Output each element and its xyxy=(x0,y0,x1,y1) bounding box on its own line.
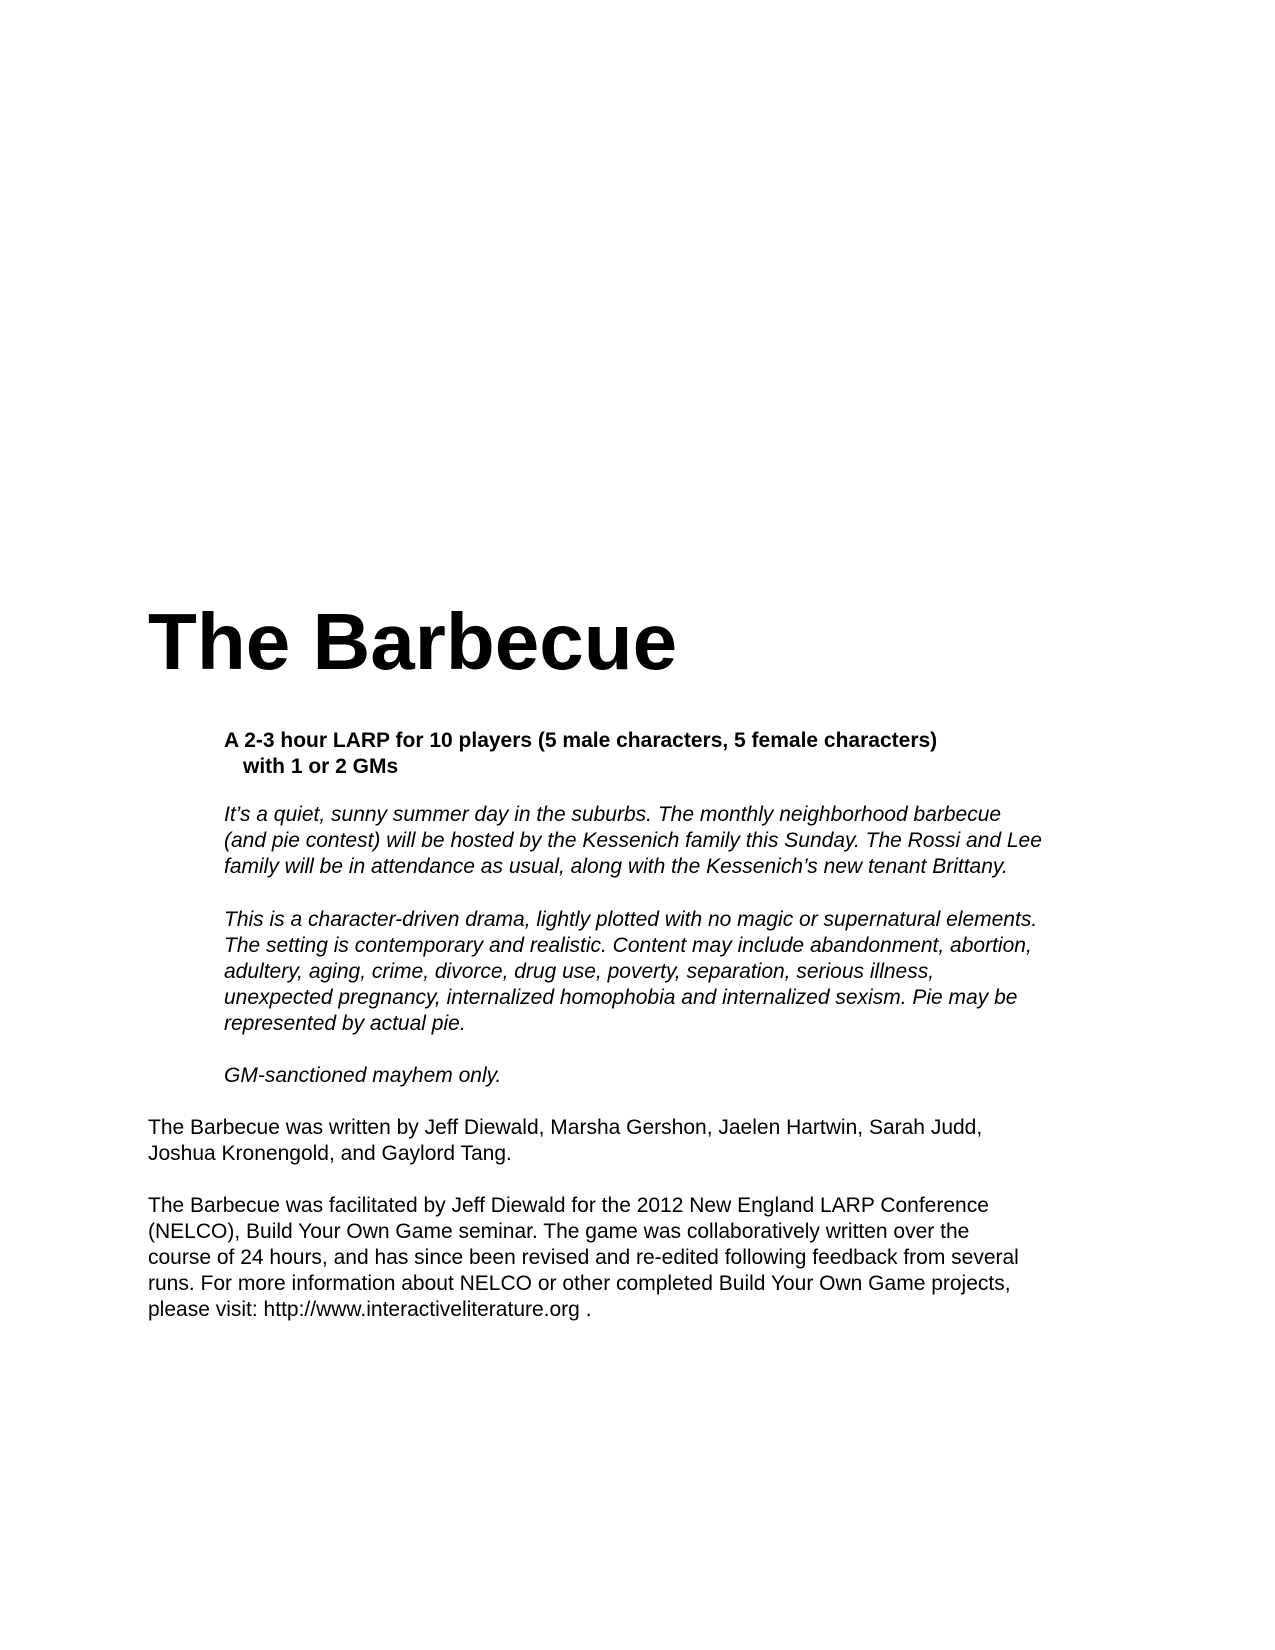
credits-facilitation-paragraph xyxy=(148,1193,1128,1323)
text-line: GM-sanctioned mayhem only. xyxy=(224,1064,502,1087)
subtitle-line-1: A 2-3 hour LARP for 10 players (5 male characters, 5 female characters) xyxy=(224,729,938,752)
text-line: (and pie contest) will be hosted by the Kessenich family this Sunday. The Rossi and Lee xyxy=(224,829,1042,852)
text-line: It’s a quiet, sunny summer day in the suburbs. The monthly neighborhood barbecue xyxy=(224,803,1002,826)
text-line: runs. For more information about NELCO or other completed Build Your Own Game projects, xyxy=(148,1272,1011,1295)
text-line: The Barbecue was facilitated by Jeff Diewald for the 2012 New England LARP Conference xyxy=(148,1194,989,1217)
text-line: unexpected pregnancy, internalized homophobia and internalized sexism. Pie may be xyxy=(224,986,1018,1009)
credits-authors-paragraph xyxy=(148,1115,1128,1167)
text-line: The Barbecue was written by Jeff Diewald, Marsha Gershon, Jaelen Hartwin, Sarah Judd, xyxy=(148,1116,983,1139)
text-line: please visit: http://www.interactiveliterature.org . xyxy=(148,1298,592,1321)
text-line: This is a character-driven drama, lightly plotted with no magic or supernatural elements. xyxy=(224,908,1038,931)
text-line: adultery, aging, crime, divorce, drug use, poverty, separation, serious illness, xyxy=(224,960,935,983)
intro-paragraph-content-warning xyxy=(224,907,1124,1037)
text-line: family will be in attendance as usual, along with the Kessenich’s new tenant Brittany. xyxy=(224,855,1008,878)
document-subtitle xyxy=(224,728,937,780)
text-line: The setting is contemporary and realistic. Content may include abandonment, abortion, xyxy=(224,934,1032,957)
text-line: (NELCO), Build Your Own Game seminar. The game was collaboratively written over the xyxy=(148,1220,970,1243)
document-title: The Barbecue xyxy=(148,597,678,686)
intro-paragraph-mayhem xyxy=(224,1063,1124,1089)
text-line: Joshua Kronengold, and Gaylord Tang. xyxy=(148,1142,512,1165)
subtitle-line-2: with 1 or 2 GMs xyxy=(243,755,399,778)
intro-paragraph-setting xyxy=(224,802,1124,880)
text-line: represented by actual pie. xyxy=(224,1012,466,1035)
text-line: course of 24 hours, and has since been revised and re-edited following feedback from several xyxy=(148,1246,1019,1269)
